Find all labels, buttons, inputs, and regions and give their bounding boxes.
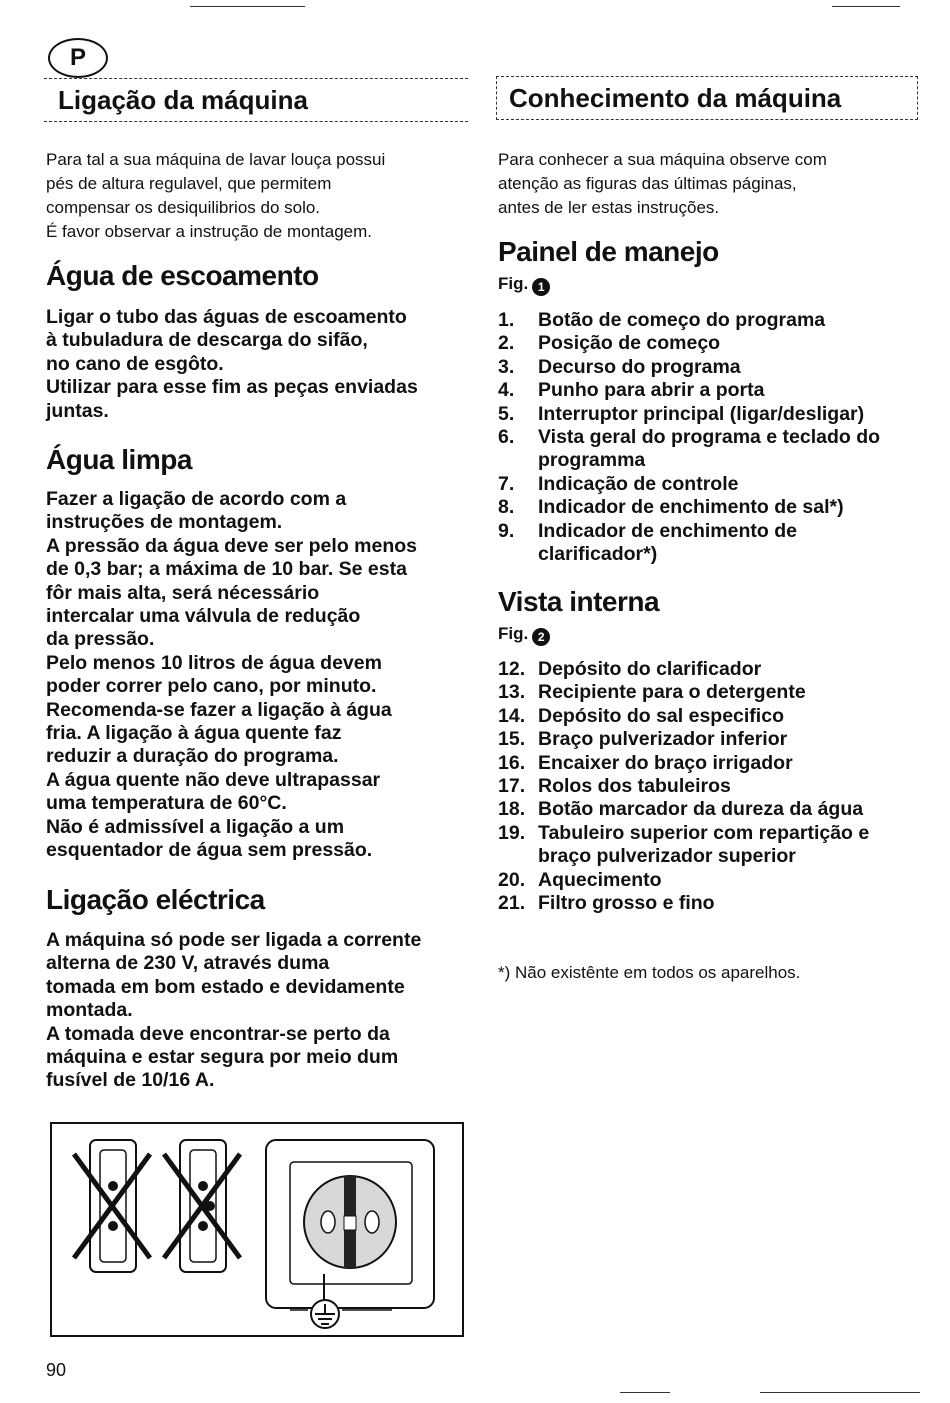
text-line: reduzir a duração do programa. bbox=[46, 745, 339, 768]
fig-number-badge: 2 bbox=[532, 628, 550, 646]
list-item bbox=[498, 309, 918, 332]
bottom-rule-mid bbox=[620, 1392, 670, 1393]
item-text: Botão de começo do programa bbox=[538, 309, 826, 331]
intro-line: Para conhecer a sua máquina observe com bbox=[498, 150, 827, 169]
text-line: fôr mais alta, será nécessário bbox=[46, 581, 320, 604]
item-number: 12. bbox=[498, 658, 526, 680]
text-line: poder correr pelo cano, por minuto. bbox=[46, 675, 377, 698]
fig-number-badge: 1 bbox=[532, 278, 550, 296]
fig-reference-2 bbox=[498, 624, 550, 646]
item-text: Punho para abrir a porta bbox=[538, 379, 765, 402]
language-badge: P bbox=[48, 38, 108, 78]
text-line: à tubuladura de descarga do sifão, bbox=[46, 329, 368, 352]
section-limpa-text bbox=[46, 488, 476, 863]
item-number: 7. bbox=[498, 472, 515, 495]
footnote: *) Não existênte em todos os aparelhos. bbox=[498, 963, 801, 982]
text-line: uma temperatura de 60°C. bbox=[46, 792, 287, 815]
text-line: fria. A ligação à água quente faz bbox=[46, 722, 342, 745]
item-number: 4. bbox=[498, 379, 515, 402]
text-line: esquentador de água sem pressão. bbox=[46, 839, 373, 862]
item-text: Recipiente para o detergente bbox=[538, 681, 806, 704]
intro-line: Para tal a sua máquina de lavar louça possui bbox=[46, 150, 386, 169]
item-text: Depósito do clarificador bbox=[538, 658, 762, 680]
bottom-rule bbox=[760, 1392, 920, 1393]
item-text: Indicação de controle bbox=[538, 472, 739, 495]
item-number: 13. bbox=[498, 681, 526, 704]
item-text: Vista geral do programa e teclado do programma bbox=[538, 426, 881, 472]
text-line: Recomenda-se fazer a ligação à água bbox=[46, 698, 392, 721]
list-item bbox=[498, 356, 918, 379]
text-line: A água quente não deve ultrapassar bbox=[46, 768, 381, 791]
item-text: Encaixer do braço irrigador bbox=[538, 751, 793, 774]
text-line: fusível de 10/16 A. bbox=[46, 1069, 215, 1092]
text-line: Fazer a ligação de acordo com a bbox=[46, 488, 347, 510]
left-intro bbox=[46, 148, 466, 244]
right-section-title: Conhecimento da máquina bbox=[509, 83, 842, 113]
text-line: Utilizar para esse fim as peças enviadas bbox=[46, 376, 418, 399]
item-text: Aquecimento bbox=[538, 868, 662, 891]
text-line: máquina e estar segura por meio dum bbox=[46, 1046, 399, 1069]
list-item bbox=[498, 869, 918, 892]
item-text: Braço pulverizador inferior bbox=[538, 728, 788, 751]
list-item bbox=[498, 658, 918, 681]
item-text: Botão marcador da dureza da água bbox=[538, 798, 864, 821]
text-line: alterna de 230 V, através duma bbox=[46, 952, 330, 975]
top-rule-right bbox=[832, 6, 900, 7]
list-item bbox=[498, 379, 918, 402]
item-text: Decurso do programa bbox=[538, 355, 741, 378]
text-line: Ligar o tubo das águas de escoamento bbox=[46, 306, 407, 328]
right-title-box bbox=[496, 76, 918, 120]
text-line: A tomada deve encontrar-se perto da bbox=[46, 1022, 390, 1045]
item-text: Tabuleiro superior com repartição e braço pulverizador superior bbox=[538, 821, 870, 868]
intro-line: compensar os desiquilibrios do solo. bbox=[46, 198, 321, 217]
item-number: 1. bbox=[498, 309, 515, 331]
item-text: Posição de começo bbox=[538, 332, 721, 355]
text-line: tomada em bom estado e devidamente bbox=[46, 975, 405, 998]
item-number: 8. bbox=[498, 496, 515, 519]
list-item bbox=[498, 332, 918, 355]
heading-agua-limpa: Água limpa bbox=[46, 444, 192, 475]
item-number: 20. bbox=[498, 868, 526, 891]
item-number: 5. bbox=[498, 402, 515, 425]
item-number: 17. bbox=[498, 775, 526, 798]
top-rule bbox=[190, 6, 305, 7]
right-intro bbox=[498, 148, 918, 220]
list-item bbox=[498, 520, 918, 567]
item-number: 16. bbox=[498, 751, 526, 774]
intro-line: É favor observar a instrução de montagem. bbox=[46, 222, 372, 241]
list-item bbox=[498, 473, 918, 496]
page-number: 90 bbox=[46, 1360, 67, 1380]
item-text: Rolos dos tabuleiros bbox=[538, 775, 731, 798]
section-escoamento-text bbox=[46, 306, 476, 423]
text-line: montada. bbox=[46, 999, 133, 1022]
fig-label: Fig. bbox=[498, 624, 529, 643]
list-item bbox=[498, 892, 918, 915]
text-line: no cano de esgôto. bbox=[46, 352, 224, 375]
item-number: 15. bbox=[498, 728, 526, 751]
section-electrica-text bbox=[46, 929, 476, 1093]
list-item bbox=[498, 705, 918, 728]
fig-reference-1 bbox=[498, 274, 550, 296]
text-line: instruções de montagem. bbox=[46, 511, 283, 534]
item-text: Indicador de enchimento de sal*) bbox=[538, 496, 844, 519]
list-item bbox=[498, 798, 918, 821]
item-text: Interruptor principal (ligar/desligar) bbox=[538, 402, 865, 425]
item-number: 2. bbox=[498, 332, 515, 355]
heading-painel-manejo: Painel de manejo bbox=[498, 236, 719, 267]
item-text: Indicador de enchimento de clarificador*) bbox=[538, 519, 797, 566]
list-item bbox=[498, 403, 918, 426]
socket-drawing bbox=[52, 1124, 462, 1335]
panel-items-list bbox=[498, 309, 918, 566]
text-line: intercalar uma válvula de redução bbox=[46, 605, 361, 628]
list-item bbox=[498, 426, 918, 473]
socket-illustration bbox=[50, 1122, 464, 1337]
left-section-title: Ligação da máquina bbox=[58, 85, 308, 115]
item-number: 19. bbox=[498, 821, 526, 844]
text-line: juntas. bbox=[46, 399, 109, 422]
text-line: da pressão. bbox=[46, 628, 155, 651]
text-line: de 0,3 bar; a máxima de 10 bar. Se esta bbox=[46, 558, 407, 581]
left-title-box bbox=[44, 78, 468, 122]
heading-ligacao-electrica: Ligação eléctrica bbox=[46, 884, 265, 915]
list-item bbox=[498, 728, 918, 751]
text-line: A máquina só pode ser ligada a corrente bbox=[46, 929, 422, 951]
list-item bbox=[498, 752, 918, 775]
list-item bbox=[498, 775, 918, 798]
item-number: 6. bbox=[498, 426, 515, 449]
intro-line: atenção as figuras das últimas páginas, bbox=[498, 174, 797, 193]
fig-label: Fig. bbox=[498, 274, 529, 293]
list-item bbox=[498, 496, 918, 519]
intro-line: pés de altura regulavel, que permitem bbox=[46, 174, 332, 193]
item-number: 21. bbox=[498, 892, 526, 915]
item-number: 18. bbox=[498, 798, 526, 821]
intro-line: antes de ler estas instruções. bbox=[498, 198, 720, 217]
interior-items-list bbox=[498, 658, 918, 915]
list-item bbox=[498, 822, 918, 869]
list-item bbox=[498, 681, 918, 704]
text-line: Não é admissível a ligação a um bbox=[46, 815, 345, 838]
item-number: 9. bbox=[498, 519, 515, 542]
item-text: Filtro grosso e fino bbox=[538, 892, 715, 915]
item-number: 14. bbox=[498, 704, 526, 727]
heading-agua-escoamento: Água de escoamento bbox=[46, 260, 319, 291]
item-number: 3. bbox=[498, 355, 515, 378]
text-line: Pelo menos 10 litros de água devem bbox=[46, 651, 382, 674]
item-text: Depósito do sal especifico bbox=[538, 704, 784, 727]
text-line: A pressão da água deve ser pelo menos bbox=[46, 534, 418, 557]
heading-vista-interna: Vista interna bbox=[498, 586, 660, 617]
